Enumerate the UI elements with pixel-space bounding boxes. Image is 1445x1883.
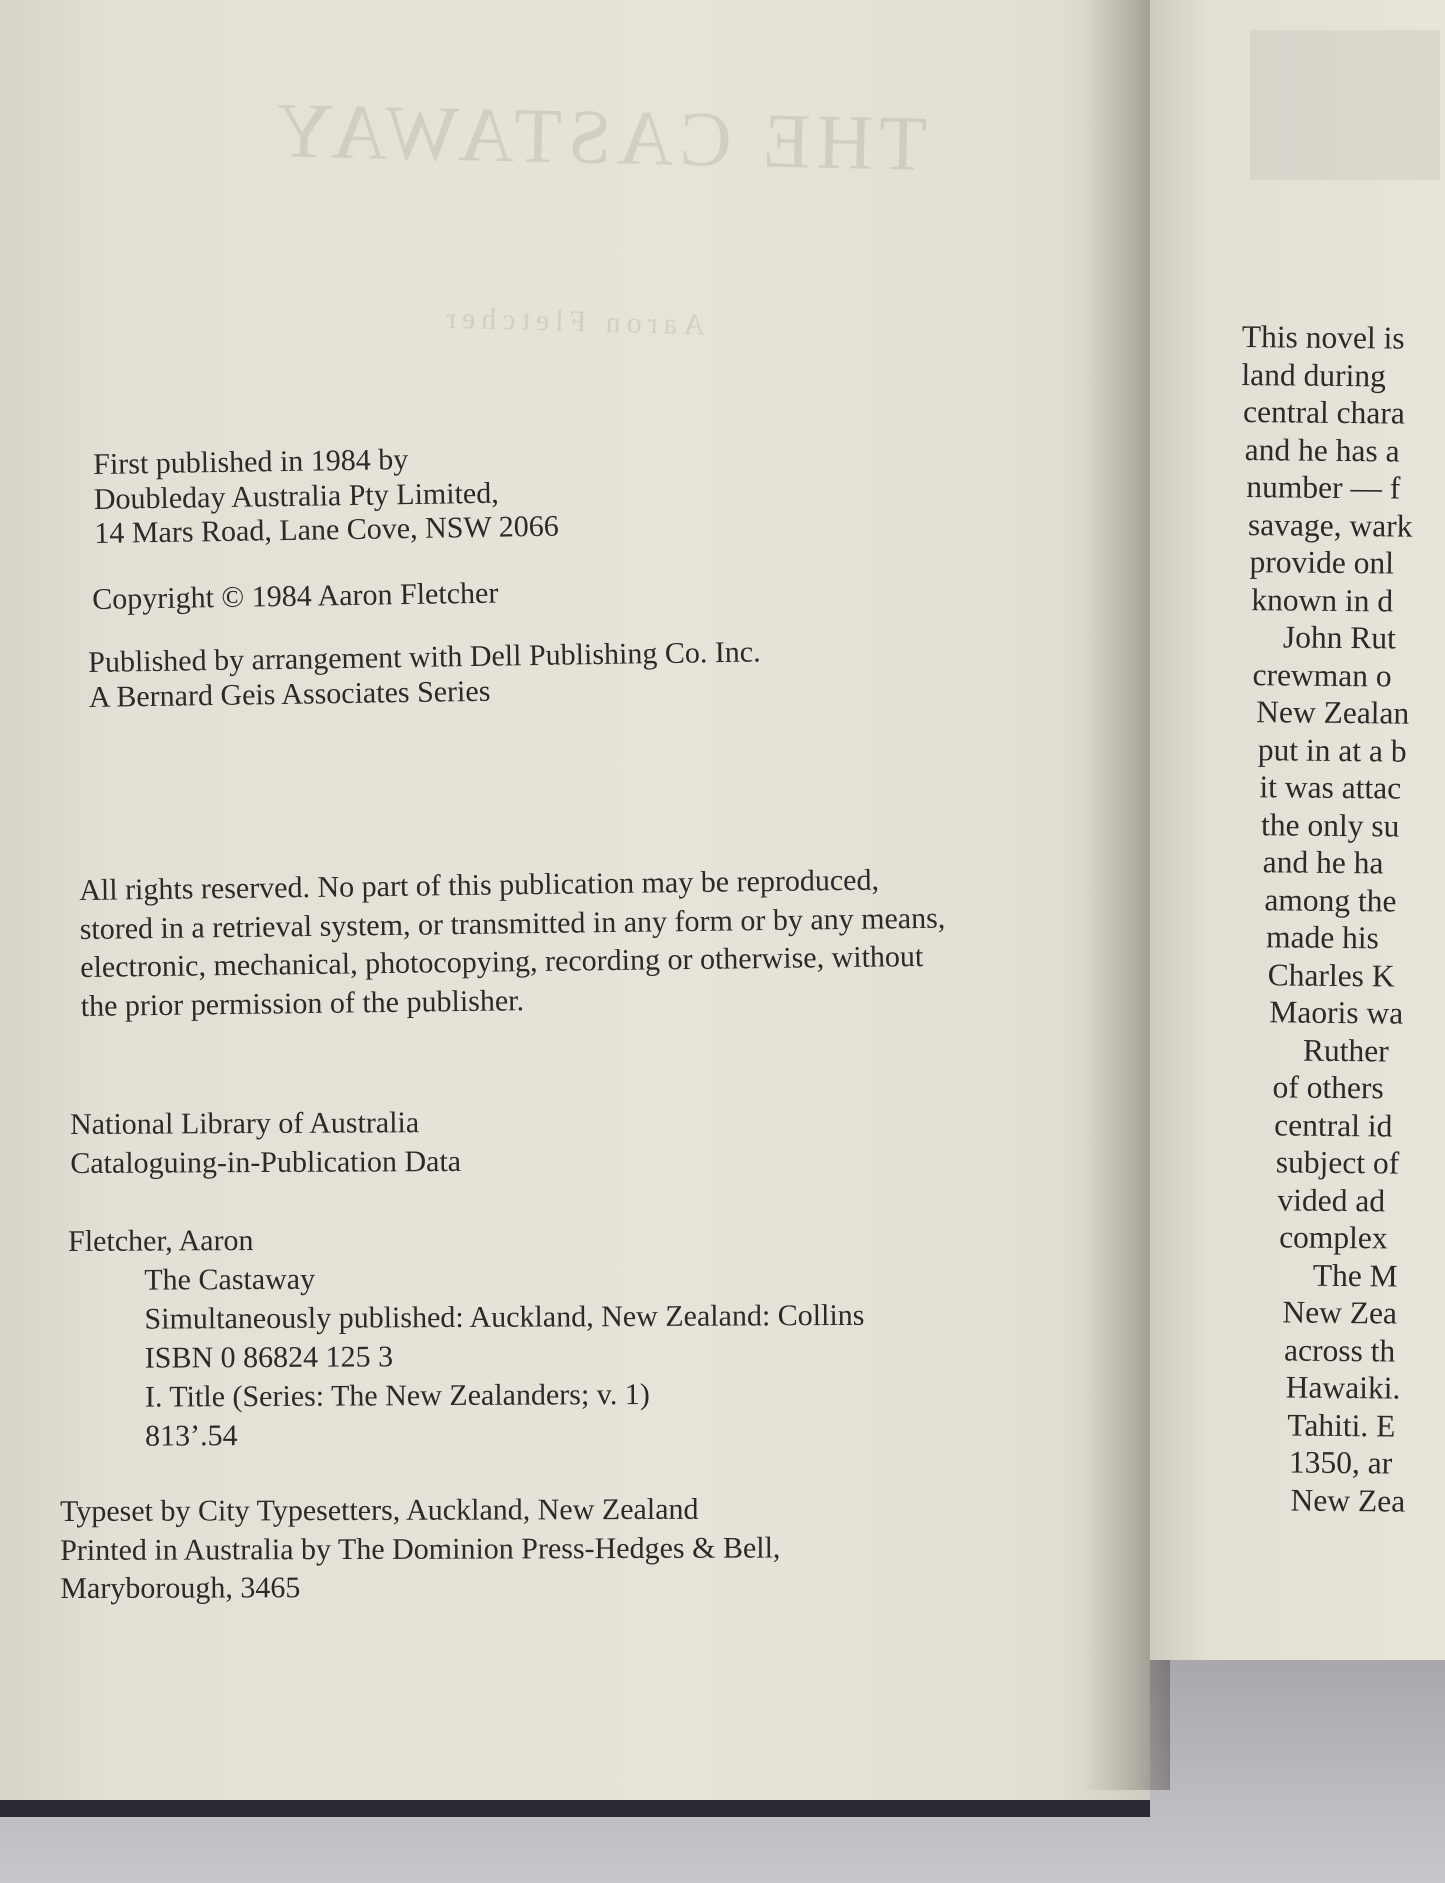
cip-entry: 813’.54 [145, 1419, 238, 1453]
right-page-line: New Zealan [1256, 694, 1410, 731]
right-page-line: Charles K [1267, 956, 1395, 993]
right-page-line: John Rut [1282, 619, 1397, 656]
cip-data [68, 1218, 865, 1456]
right-page-line: and he ha [1262, 844, 1384, 881]
right-page-line: provide onl [1249, 544, 1395, 581]
right-page-line: New Zea [1282, 1294, 1398, 1331]
right-page-line: Tahiti. E [1287, 1406, 1396, 1444]
right-page-line: This novel is [1241, 318, 1405, 356]
right-page-line: and he has a [1244, 431, 1400, 469]
right-page-line: Hawaiki. [1285, 1369, 1401, 1406]
text-line: A Bernard Geis Associates Series [88, 674, 491, 714]
text-line: Cataloguing-in-Publication Data [70, 1144, 462, 1180]
rights-statement [79, 861, 947, 1026]
cip-entry: Simultaneously published: Auckland, New Zealand: Collins [144, 1298, 865, 1336]
right-page-line: New Zea [1290, 1482, 1406, 1519]
right-page-line: known in d [1251, 581, 1394, 618]
right-page-line: Maoris wa [1269, 994, 1404, 1031]
right-page-line: among the [1264, 881, 1397, 919]
arrangement-info [88, 635, 761, 715]
copyright-notice [92, 577, 499, 618]
printing-info [60, 1490, 781, 1608]
cip-entry: The Castaway [144, 1262, 316, 1297]
cip-author: Fletcher, Aaron [68, 1224, 254, 1258]
text-line: Published by arrangement with Dell Publishing Co. Inc. [88, 635, 761, 679]
library-heading [70, 1104, 461, 1183]
text-line: Doubleday Australia Pty Limited, [93, 476, 499, 516]
right-page-line: land during [1241, 356, 1386, 393]
right-page-line: central id [1274, 1106, 1393, 1143]
right-page-line: the only su [1260, 806, 1400, 844]
text-line: stored in a retrieval system, or transmitted in any form or by any means, [79, 901, 946, 946]
bleed-through-right [1250, 30, 1440, 180]
cip-entry: ISBN 0 86824 125 3 [144, 1340, 394, 1375]
right-page-line: vided ad [1277, 1181, 1386, 1218]
right-page-line: central chara [1242, 394, 1406, 431]
right-page-line: it was attac [1259, 769, 1402, 806]
right-page-line: across th [1283, 1331, 1396, 1369]
text-line: electronic, mechanical, photocopying, recording or otherwise, without [80, 939, 924, 984]
right-page-line: complex [1279, 1219, 1388, 1256]
right-page-line: Ruther [1302, 1032, 1389, 1068]
bleed-through-title: THE CASTAWAY [269, 86, 928, 187]
right-page-line: number — f [1246, 469, 1401, 506]
right-page-line: of others [1272, 1069, 1384, 1106]
right-page-line: The M [1312, 1257, 1398, 1294]
text-line: the prior permission of the publisher. [80, 983, 525, 1023]
right-page-line: made his [1265, 919, 1380, 956]
text-line: First published in 1984 by [93, 443, 409, 481]
text-line: 14 Mars Road, Lane Cove, NSW 2066 [94, 509, 559, 550]
copyright-line: Copyright © 1984 Aaron Fletcher [92, 576, 499, 616]
right-page-line: 1350, ar [1288, 1444, 1393, 1481]
text-line: Printed in Australia by The Dominion Press-Hedges & Bell, [60, 1530, 781, 1567]
text-line: Typeset by City Typesetters, Auckland, New Zealand [60, 1492, 699, 1528]
right-page-text [1230, 318, 1416, 1520]
publication-info [93, 441, 559, 552]
text-line: All rights reserved. No part of this publication may be reproduced, [79, 863, 880, 907]
bleed-through-author: Aaron Fletcher [439, 301, 706, 342]
right-page-line: subject of [1275, 1144, 1400, 1181]
cip-entry: I. Title (Series: The New Zealanders; v. 1) [144, 1377, 650, 1414]
text-line: National Library of Australia [70, 1106, 420, 1141]
right-page-line: savage, wark [1247, 506, 1413, 544]
text-line: Maryborough, 3465 [60, 1571, 301, 1605]
right-page-line: crewman o [1252, 656, 1392, 693]
right-page-line: put in at a b [1257, 731, 1407, 769]
